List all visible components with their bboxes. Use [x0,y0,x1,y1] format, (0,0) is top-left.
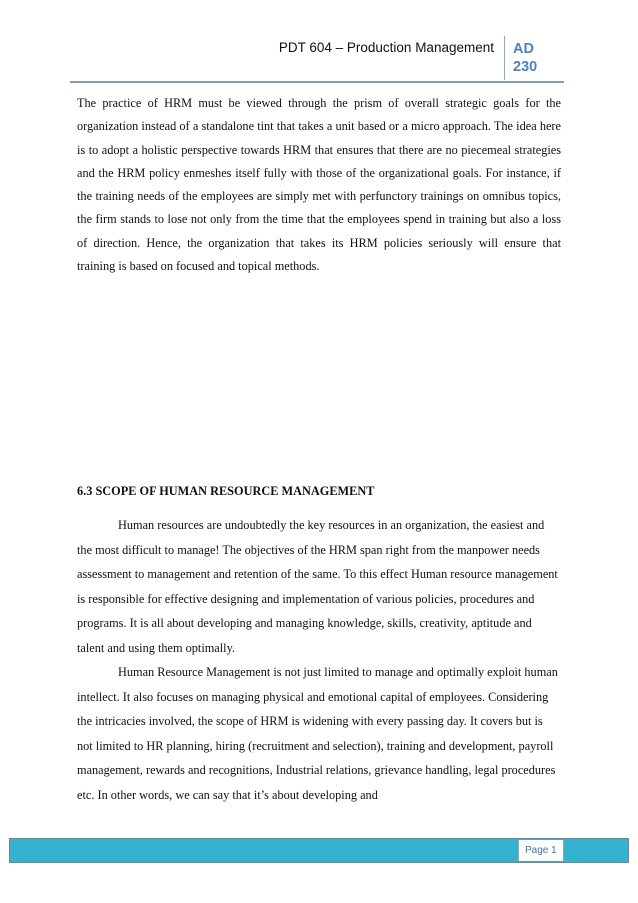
page-number: Page 1 [518,840,564,861]
course-code-line2: 230 [513,59,538,75]
scope-paragraph-2: Human Resource Management is not just limited to manage and optimally exploit human intellect. It also focuses on managing physical and emotional capital of employees. Considering the intricacies involved, the scope of HRM is widening with every passing day. It covers but is not limited to HR planning, hiring (recruitment and selection), training and development, payroll management, rewards and recognitions, Industrial relations, grievance handling, legal procedures etc. In other words, we can say that it’s about developing and [77,665,558,802]
course-code-line1: AD [513,41,534,57]
section-heading: 6.3 SCOPE OF HUMAN RESOURCE MANAGEMENT [77,484,375,498]
header-title: PDT 604 – Production Management [278,40,494,55]
course-code [504,36,564,80]
intro-paragraph: The practice of HRM must be viewed through the prism of overall strategic goals for the organization instead of a standalone tint that takes a unit based or a micro approach. The idea here is to adopt a holistic perspective towards HRM that ensures that there are no piecemeal strategies and the HRM policy enmeshes itself fully with those of the organizational goals. For instance, if the training needs of the employees are simply met with perfunctory trainings on omnibus topics, the firm stands to lose not only from the time that the employees spend in training but also a loss of direction. Hence, the organization that takes its HRM policies seriously will ensure that training is based on focused and topical methods. [77,96,561,274]
page-header [70,36,564,82]
header-divider [70,81,564,83]
scope-paragraph-1: Human resources are undoubtedly the key resources in an organization, the easiest and the most difficult to manage! The objectives of the HRM span right from the manpower needs assessment to management and retention of the same. To this effect Human resource management is responsible for effective designing and implementation of various policies, procedures and programs. It is all about developing and managing knowledge, skills, creativity, aptitude and talent and using them optimally. [77,518,558,655]
